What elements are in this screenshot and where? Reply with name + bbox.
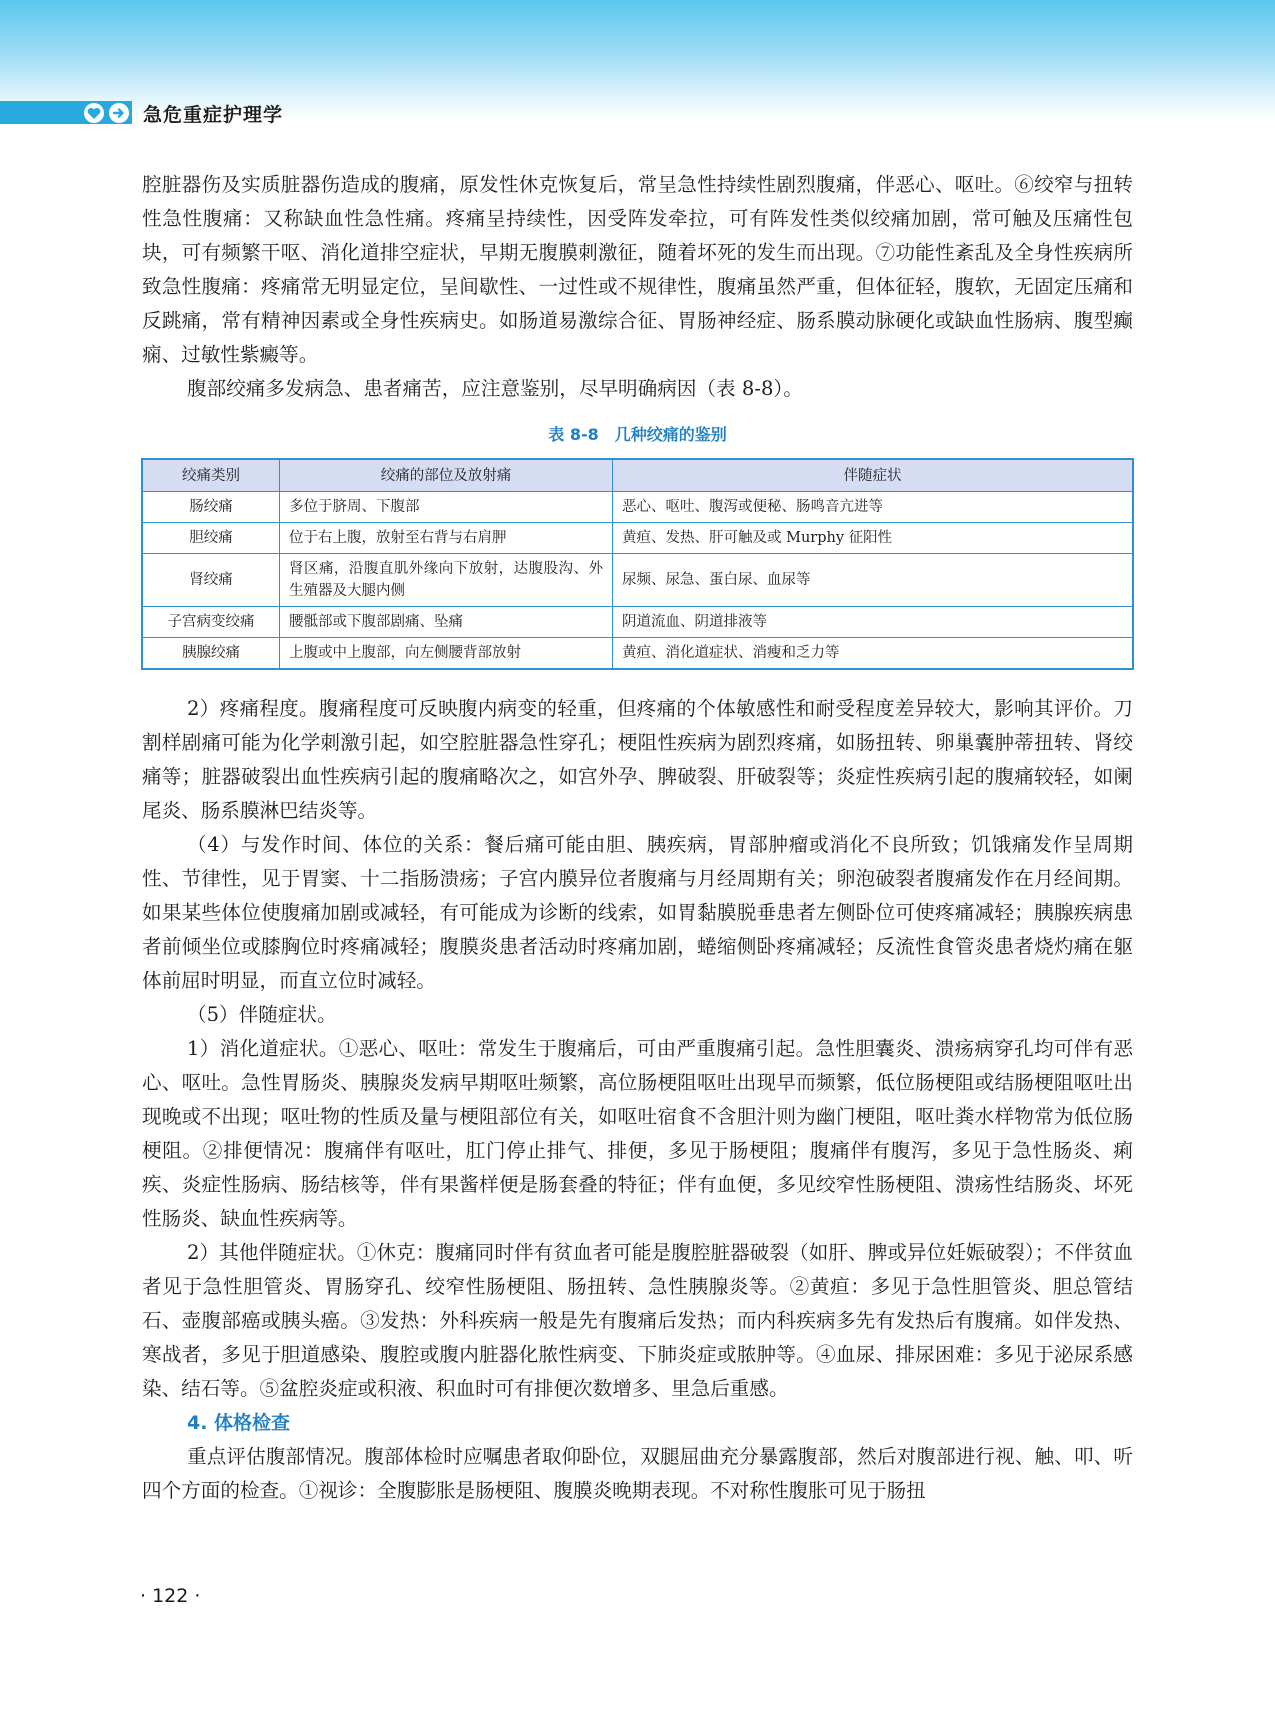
table-cell: 上腹或中上腹部，向左侧腰背部放射	[280, 638, 613, 670]
heart-icon	[84, 103, 104, 123]
section-heading: 4. 体格检查	[187, 1412, 291, 1434]
table-header-cell: 绞痛的部位及放射痛	[280, 459, 613, 492]
table-row	[142, 607, 1133, 638]
table-row	[142, 554, 1133, 607]
table-cell: 黄疸、消化道症状、消瘦和乏力等	[613, 638, 1134, 670]
table-cell: 恶心、呕吐、腹泻或便秘、肠鸣音亢进等	[613, 492, 1134, 523]
header-icon-group	[84, 102, 129, 124]
table-row	[142, 638, 1133, 670]
paragraph: （4）与发作时间、体位的关系：餐后痛可能由胆、胰疾病，胃部肿瘤或消化不良所致；饥饿痛发作呈周期性、节律性，见于胃窦、十二指肠溃疡；子宫内膜异位者腹痛与月经周期有关；卵泡破裂者腹痛发作在月经间期。如果某些体位使腹痛加剧或减轻，有可能成为诊断的线索，如胃黏膜脱垂患者左侧卧位可使疼痛减轻；胰腺疾病患者前倾坐位或膝胸位时疼痛减轻；腹膜炎患者活动时疼痛加剧，蜷缩侧卧疼痛减轻；反流性食管炎患者烧灼痛在躯体前屈时明显，而直立位时减轻。	[142, 833, 1133, 992]
table-row	[142, 523, 1133, 554]
table-header-cell: 伴随症状	[613, 459, 1134, 492]
colic-comparison-table	[141, 458, 1134, 670]
paragraph: 2）疼痛程度。腹痛程度可反映腹内病变的轻重，但疼痛的个体敏感性和耐受程度差异较大，影响其评价。刀割样剧痛可能为化学刺激引起，如空腔脏器急性穿孔；梗阻性疾病为剧烈疼痛，如肠扭转、卵巢囊肿蒂扭转、肾绞痛等；脏器破裂出血性疾病引起的腹痛略次之，如宫外孕、脾破裂、肝破裂等；炎症性疾病引起的腹痛较轻，如阑尾炎、肠系膜淋巴结炎等。	[142, 697, 1133, 822]
table-cell: 位于右上腹，放射至右背与右肩胛	[280, 523, 613, 554]
book-title: 急危重症护理学	[143, 104, 284, 126]
body-text-group	[142, 692, 1133, 1508]
paragraph: （5）伴随症状。	[187, 1003, 337, 1026]
table-cell: 腰骶部或下腹部剧痛、坠痛	[280, 607, 613, 638]
paragraph: 腔脏器伤及实质脏器伤造成的腹痛，原发性休克恢复后，常呈急性持续性剧烈腹痛，伴恶心、呕吐。⑥绞窄与扭转性急性腹痛：又称缺血性急性痛。疼痛呈持续性，因受阵发牵拉，可有阵发性类似绞痛加剧，常可触及压痛性包块，可有频繁干呕、消化道排空症状，早期无腹膜刺激征，随着坏死的发生而出现。⑦功能性紊乱及全身性疾病所致急性腹痛：疼痛常无明显定位，呈间歇性、一过性或不规律性，腹痛虽然严重，但体征轻，腹软，无固定压痛和反跳痛，常有精神因素或全身性疾病史。如肠道易激综合征、胃肠神经症、肠系膜动脉硬化或缺血性肠病、腹型癫痫、过敏性紫癜等。	[142, 173, 1133, 366]
table-row	[142, 492, 1133, 523]
paragraph: 腹部绞痛多发病急、患者痛苦，应注意鉴别，尽早明确病因（表 8-8）。	[187, 377, 803, 400]
table-header-cell: 绞痛类别	[142, 459, 280, 492]
table-cell: 多位于脐周、下腹部	[280, 492, 613, 523]
page-content	[142, 168, 1133, 1508]
table-cell: 肾区痛，沿腹直肌外缘向下放射，达腹股沟、外生殖器及大腿内侧	[280, 554, 613, 607]
table-cell: 胆绞痛	[142, 523, 280, 554]
paragraph: 1）消化道症状。①恶心、呕吐：常发生于腹痛后，可由严重腹痛引起。急性胆囊炎、溃疡病穿孔均可伴有恶心、呕吐。急性胃肠炎、胰腺炎发病早期呕吐频繁，高位肠梗阻呕吐出现早而频繁，低位肠梗阻或结肠梗阻呕吐出现晚或不出现；呕吐物的性质及量与梗阻部位有关，如呕吐宿食不含胆汁则为幽门梗阻，呕吐粪水样物常为低位肠梗阻。②排便情况：腹痛伴有呕吐，肛门停止排气、排便，多见于肠梗阻；腹痛伴有腹泻，多见于急性肠炎、痢疾、炎症性肠病、肠结核等，伴有果酱样便是肠套叠的特征；伴有血便，多见绞窄性肠梗阻、溃疡性结肠炎、坏死性肠炎、缺血性疾病等。	[142, 1037, 1133, 1230]
table-cell: 阴道流血、阴道排液等	[613, 607, 1134, 638]
paragraph: 重点评估腹部情况。腹部体检时应嘱患者取仰卧位，双腿屈曲充分暴露腹部，然后对腹部进行视、触、叩、听四个方面的检查。①视诊：全腹膨胀是肠梗阻、腹膜炎晚期表现。不对称性腹胀可见于肠扭	[142, 1445, 1133, 1502]
table-caption: 表 8-8 几种绞痛的鉴别	[548, 425, 727, 444]
table-cell: 胰腺绞痛	[142, 638, 280, 670]
arrow-right-icon	[109, 103, 129, 123]
table-cell: 肾绞痛	[142, 554, 280, 607]
page-number: · 122 ·	[140, 1585, 201, 1607]
table-cell: 子宫病变绞痛	[142, 607, 280, 638]
paragraph: 2）其他伴随症状。①休克：腹痛同时伴有贫血者可能是腹腔脏器破裂（如肝、脾或异位妊娠破裂）；不伴贫血者见于急性胆管炎、胃肠穿孔、绞窄性肠梗阻、肠扭转、急性胰腺炎等。②黄疸：多见于急性胆管炎、胆总管结石、壶腹部癌或胰头癌。③发热：外科疾病一般是先有腹痛后发热；而内科疾病多先有发热后有腹痛。如伴发热、寒战者，多见于胆道感染、腹腔或腹内脏器化脓性病变、下肺炎症或脓肿等。④血尿、排尿困难：多见于泌尿系感染、结石等。⑤盆腔炎症或积液、积血时可有排便次数增多、里急后重感。	[142, 1241, 1133, 1400]
table-cell: 黄疸、发热、肝可触及或 Murphy 征阳性	[613, 523, 1134, 554]
table-cell: 肠绞痛	[142, 492, 280, 523]
table-cell: 尿频、尿急、蛋白尿、血尿等	[613, 554, 1134, 607]
table-header-row	[142, 459, 1133, 492]
